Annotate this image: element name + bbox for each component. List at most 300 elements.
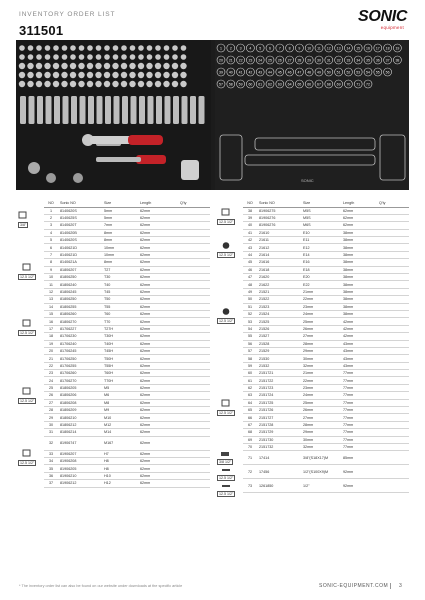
adapter-icon (217, 451, 233, 465)
row-size: T45 (102, 288, 138, 295)
row-sonic-no: 81706260 (58, 370, 102, 377)
row-length: 77mm (341, 414, 377, 421)
socket (62, 45, 68, 51)
table-row (243, 340, 409, 347)
slot-number: 64 (287, 82, 292, 87)
table-row (44, 421, 210, 428)
row-sonic-no: 21612 (257, 244, 301, 251)
socket (112, 72, 118, 78)
row-size: 30mm (301, 436, 341, 443)
socket (113, 45, 119, 51)
col-size: Size (301, 199, 341, 207)
row-size: T70 (102, 318, 138, 325)
row-qty (377, 392, 409, 399)
row-qty (178, 266, 210, 273)
drive-size-label: 12.5 1/2" (20, 275, 35, 279)
socket-icon-spline (18, 387, 36, 404)
socket (78, 72, 84, 78)
row-size: 5mm (102, 207, 138, 214)
row-sonic-no: 21528 (257, 340, 301, 347)
row-size: 8mm (102, 229, 138, 236)
row-length: 62mm (138, 407, 178, 414)
row-length: 62mm (138, 244, 178, 251)
row-qty (178, 237, 210, 244)
drive-size-label: 12.5 1/2" (219, 476, 234, 480)
socket (96, 45, 102, 51)
sonic-badge (181, 160, 199, 180)
hex-bit-socket-icon (22, 449, 32, 458)
row-length: 62mm (341, 207, 377, 214)
row-sonic-no: 2151729 (257, 429, 301, 436)
slot-number: 55 (375, 70, 380, 75)
socket (146, 63, 152, 69)
row-qty (377, 288, 409, 295)
row-no: 36 (44, 472, 58, 479)
row-sonic-no: 21529 (257, 347, 301, 354)
row-sonic-no: 8140621A (58, 259, 102, 266)
row-sonic-no: 2151732 (257, 444, 301, 451)
table-row (243, 399, 409, 406)
table-row (44, 259, 210, 266)
row-no: 65 (243, 407, 257, 414)
row-qty (178, 274, 210, 281)
row-length: 92mm (341, 479, 377, 493)
socket-icon-impact-long (217, 399, 235, 416)
row-no: 45 (243, 259, 257, 266)
slot-number: 60 (248, 82, 253, 87)
table-row (44, 318, 210, 325)
row-length: 38mm (341, 259, 377, 266)
row-size: T50H (102, 355, 138, 362)
row-size: T27 (102, 266, 138, 273)
row-no: 29 (44, 414, 58, 421)
table-row (44, 429, 210, 436)
row-qty (377, 296, 409, 303)
slot-number: 51 (336, 70, 341, 75)
slot-number: 8 (288, 46, 291, 51)
row-sonic-no: 21521 (257, 288, 301, 295)
row-size: M9 (102, 407, 138, 414)
row-size: T55 (102, 303, 138, 310)
table-row (243, 281, 409, 288)
row-no: 52 (243, 310, 257, 317)
row-length: 62mm (138, 318, 178, 325)
row-sonic-no: 81906207 (58, 450, 102, 457)
ratchet-shape-icon (221, 483, 231, 489)
row-sonic-no: 81806250 (58, 296, 102, 303)
col-sonic-no: Sonic NO (58, 199, 102, 207)
row-no: 42 (243, 237, 257, 244)
row-sonic-no: 2151728 (257, 421, 301, 428)
left-table-panel (16, 199, 210, 488)
socket (180, 63, 186, 69)
socket (163, 81, 169, 87)
row-qty (377, 370, 409, 377)
row-size: E18 (301, 266, 341, 273)
drive-size-label: 12.5 1/2" (219, 411, 234, 415)
row-qty (178, 362, 210, 369)
drive-size-label: 12.5 1/2" (219, 220, 234, 224)
row-qty (377, 407, 409, 414)
table-row (243, 370, 409, 377)
row-sonic-no: 2151727 (257, 414, 301, 421)
row-no: 72 (243, 465, 257, 479)
slot-number: 2 (229, 46, 232, 51)
row-no: 57 (243, 347, 257, 354)
row-length: 62mm (138, 259, 178, 266)
row-length: 62mm (138, 458, 178, 465)
row-size: 29mm (301, 429, 341, 436)
slot-number: 72 (366, 82, 370, 87)
slot-number: 49 (317, 70, 321, 75)
slot-number: 33 (346, 58, 351, 63)
row-qty (178, 244, 210, 251)
row-size: T60H (102, 370, 138, 377)
spline-socket-icon (22, 387, 32, 396)
row-qty (377, 310, 409, 317)
table-row (243, 436, 409, 443)
deep-socket (105, 96, 111, 124)
row-qty (377, 414, 409, 421)
socket-tray-photo (16, 40, 211, 190)
row-length: 62mm (138, 288, 178, 295)
table-row (44, 244, 210, 251)
socket (146, 81, 152, 87)
row-length: 62mm (138, 340, 178, 347)
table-row (44, 333, 210, 340)
deep-socket (71, 96, 77, 124)
row-no: 3 (44, 222, 58, 229)
row-size: E16 (301, 259, 341, 266)
row-size: 22mm (301, 296, 341, 303)
socket (121, 81, 127, 87)
slot-number: 12 (326, 46, 331, 51)
deep-socket (139, 96, 145, 124)
left-table-body (44, 207, 210, 487)
socket (138, 63, 144, 69)
row-length: 42mm (341, 325, 377, 332)
row-qty (377, 281, 409, 288)
socket (36, 63, 42, 69)
table-row (44, 384, 210, 391)
socket (19, 63, 25, 69)
socket (138, 45, 144, 51)
socket (138, 81, 144, 87)
row-sonic-no: 81806210 (58, 414, 102, 421)
row-sonic-no: 21525 (257, 318, 301, 325)
row-size: E11 (301, 237, 341, 244)
slot-number: 29 (307, 58, 312, 63)
row-size: 7mm (102, 222, 138, 229)
row-length: 77mm (341, 436, 377, 443)
table-row (44, 347, 210, 354)
row-length: 62mm (138, 370, 178, 377)
breaker-bar (96, 157, 141, 162)
deep-socket (88, 96, 94, 124)
row-no: 5 (44, 237, 58, 244)
table-row (243, 244, 409, 251)
row-sonic-no: 81806212 (58, 421, 102, 428)
socket (164, 45, 170, 51)
slot-number: 44 (268, 70, 272, 75)
row-qty (178, 281, 210, 288)
slot-number: 50 (326, 70, 331, 75)
socket (172, 81, 178, 87)
row-sonic-no: 81906208 (58, 458, 102, 465)
socket (19, 54, 25, 60)
socket (45, 45, 51, 51)
row-sonic-no: 81806206 (58, 392, 102, 399)
article-code: 311501 (19, 23, 64, 38)
left-inventory-table (44, 199, 210, 488)
row-qty (178, 450, 210, 457)
row-length: 38mm (341, 229, 377, 236)
socket (121, 72, 127, 78)
table-row (44, 288, 210, 295)
row-size: 32mm (301, 362, 341, 369)
col-sonic-no: Sonic NO (257, 199, 301, 207)
row-qty (377, 355, 409, 362)
slot-number: 27 (287, 58, 292, 63)
socket (129, 72, 135, 78)
row-qty (377, 333, 409, 340)
row-size: H12 (102, 480, 138, 487)
row-no: 14 (44, 303, 58, 310)
row-no: 27 (44, 399, 58, 406)
socket (155, 81, 161, 87)
row-qty (377, 429, 409, 436)
row-qty (377, 479, 409, 493)
row-sonic-no: 21530 (257, 355, 301, 362)
socket-icon-etorx (217, 241, 235, 258)
socket (112, 81, 118, 87)
table-row (44, 370, 210, 377)
table-row (44, 303, 210, 310)
row-no: 20 (44, 347, 58, 354)
col-size: Size (102, 199, 138, 207)
col-qty: Q'ty (178, 199, 210, 207)
socket (146, 72, 152, 78)
row-qty (178, 214, 210, 221)
row-qty (377, 207, 409, 214)
website-link[interactable]: SONIC-EQUIPMENT.COM (319, 583, 389, 589)
row-no: 51 (243, 303, 257, 310)
row-sonic-no: 81806250 (58, 274, 102, 281)
row-length: 38mm (341, 281, 377, 288)
row-length: 62mm (138, 274, 178, 281)
row-length: 77mm (341, 407, 377, 414)
socket (45, 54, 51, 60)
row-size: T27H (102, 325, 138, 332)
socket (61, 81, 67, 87)
socket (87, 54, 93, 60)
row-no: 62 (243, 384, 257, 391)
deep-socket (165, 96, 171, 124)
row-qty (178, 399, 210, 406)
row-length: 62mm (138, 266, 178, 273)
row-qty (178, 229, 210, 236)
row-qty (178, 465, 210, 472)
row-length: 62mm (138, 450, 178, 457)
table-row (44, 340, 210, 347)
row-sonic-no: 21610 (257, 229, 301, 236)
slot-number: 48 (307, 70, 312, 75)
row-sonic-no: 1261850 (257, 479, 301, 493)
table-row (44, 450, 210, 457)
row-qty (178, 436, 210, 450)
row-no: 28 (44, 407, 58, 414)
slot-number: 57 (219, 82, 223, 87)
row-no: 2 (44, 214, 58, 221)
table-row (243, 414, 409, 421)
row-no: 55 (243, 333, 257, 340)
row-length: 38mm (341, 266, 377, 273)
socket-icon (221, 208, 231, 217)
slot-number: 46 (287, 70, 292, 75)
row-no: 56 (243, 340, 257, 347)
row-no: 37 (44, 480, 58, 487)
slot-number: 28 (297, 58, 302, 63)
row-no: 53 (243, 318, 257, 325)
row-no: 40 (243, 222, 257, 229)
row-qty (377, 340, 409, 347)
socket (79, 54, 85, 60)
row-length: 62mm (138, 429, 178, 436)
row-size: E14 (301, 251, 341, 258)
socket (87, 63, 93, 69)
footer-divider (390, 583, 391, 589)
table-row (243, 259, 409, 266)
slot-number: 45 (277, 70, 282, 75)
row-qty (377, 251, 409, 258)
socket (129, 63, 135, 69)
row-qty (178, 259, 210, 266)
row-size: M167 (102, 436, 138, 450)
row-size: M12 (102, 421, 138, 428)
row-sonic-no: 81906747 (58, 436, 102, 450)
socket (36, 54, 42, 60)
row-sonic-no: 21527 (257, 333, 301, 340)
row-sonic-no: 17414 (257, 451, 301, 465)
deep-socket (97, 96, 103, 124)
slot-number: 43 (258, 70, 263, 75)
table-row (243, 325, 409, 332)
row-no: 44 (243, 251, 257, 258)
slot-number: 9 (298, 46, 301, 51)
slot-number: 59 (238, 82, 243, 87)
row-length: 38mm (341, 288, 377, 295)
row-length: 62mm (138, 384, 178, 391)
slot-number: 15 (356, 46, 361, 51)
row-sonic-no: 21616 (257, 259, 301, 266)
table-row (44, 458, 210, 465)
row-length: 62mm (138, 325, 178, 332)
slot-number: 14 (346, 46, 351, 51)
row-qty (377, 318, 409, 325)
row-sonic-no: 21622 (257, 281, 301, 288)
socket (113, 54, 119, 60)
impact-socket-icon (221, 307, 231, 316)
socket (180, 72, 186, 78)
row-length: 77mm (341, 377, 377, 384)
socket (163, 72, 169, 78)
socket-icon-torx-long (18, 319, 36, 336)
row-size: 1/2" (301, 479, 341, 493)
row-no: 54 (243, 325, 257, 332)
row-no: 73 (243, 479, 257, 493)
row-sonic-no: 81706227 (58, 325, 102, 332)
row-sonic-no: 17456 (257, 465, 301, 479)
slot-number: 71 (356, 82, 361, 87)
row-size: T70H (102, 377, 138, 384)
table-row (44, 414, 210, 421)
table-row (243, 407, 409, 414)
row-size: T45H (102, 347, 138, 354)
socket (104, 81, 110, 87)
row-no: 58 (243, 355, 257, 362)
row-qty (178, 340, 210, 347)
ratchet-grip (128, 135, 163, 145)
slot-number: 47 (297, 70, 302, 75)
row-no: 59 (243, 362, 257, 369)
row-sonic-no: 21523 (257, 303, 301, 310)
row-length: 77mm (341, 392, 377, 399)
socket (53, 63, 59, 69)
row-no: 67 (243, 421, 257, 428)
row-sonic-no: 8140620S (58, 207, 102, 214)
row-size: 29mm (301, 347, 341, 354)
slot-number: 67 (317, 82, 321, 87)
table-row (243, 303, 409, 310)
slot-number: 1 (220, 46, 222, 51)
row-length: 62mm (138, 347, 178, 354)
row-qty (178, 207, 210, 214)
row-sonic-no: 21532 (257, 362, 301, 369)
row-no: 15 (44, 310, 58, 317)
socket (79, 45, 85, 51)
row-sonic-no: 81906276 (257, 214, 301, 221)
slot-number: 26 (277, 58, 282, 63)
table-row (44, 207, 210, 214)
row-length: 62mm (138, 480, 178, 487)
slot-number: 7 (278, 46, 281, 51)
row-sonic-no: 2151726 (257, 407, 301, 414)
inventory-subtitle: INVENTORY ORDER LIST (19, 11, 116, 18)
row-sonic-no: 81706240 (58, 340, 102, 347)
table-row (243, 318, 409, 325)
row-no: 68 (243, 429, 257, 436)
row-length: 62mm (138, 333, 178, 340)
table-row (44, 325, 210, 332)
table-row (243, 222, 409, 229)
row-qty (377, 362, 409, 369)
socket (28, 45, 34, 51)
row-qty (178, 370, 210, 377)
socket (104, 54, 110, 60)
slot-number: 40 (228, 70, 233, 75)
right-table-body (243, 207, 409, 493)
slot-number: 62 (268, 82, 272, 87)
socket-icon-torx (18, 263, 36, 280)
socket (172, 72, 178, 78)
row-length: 62mm (341, 214, 377, 221)
slot-number: 34 (356, 58, 361, 63)
slot-number: 66 (307, 82, 312, 87)
slot-number: 22 (238, 58, 243, 63)
row-size: T50 (102, 296, 138, 303)
slot-number: 17 (375, 46, 380, 51)
row-length: 77mm (341, 444, 377, 451)
